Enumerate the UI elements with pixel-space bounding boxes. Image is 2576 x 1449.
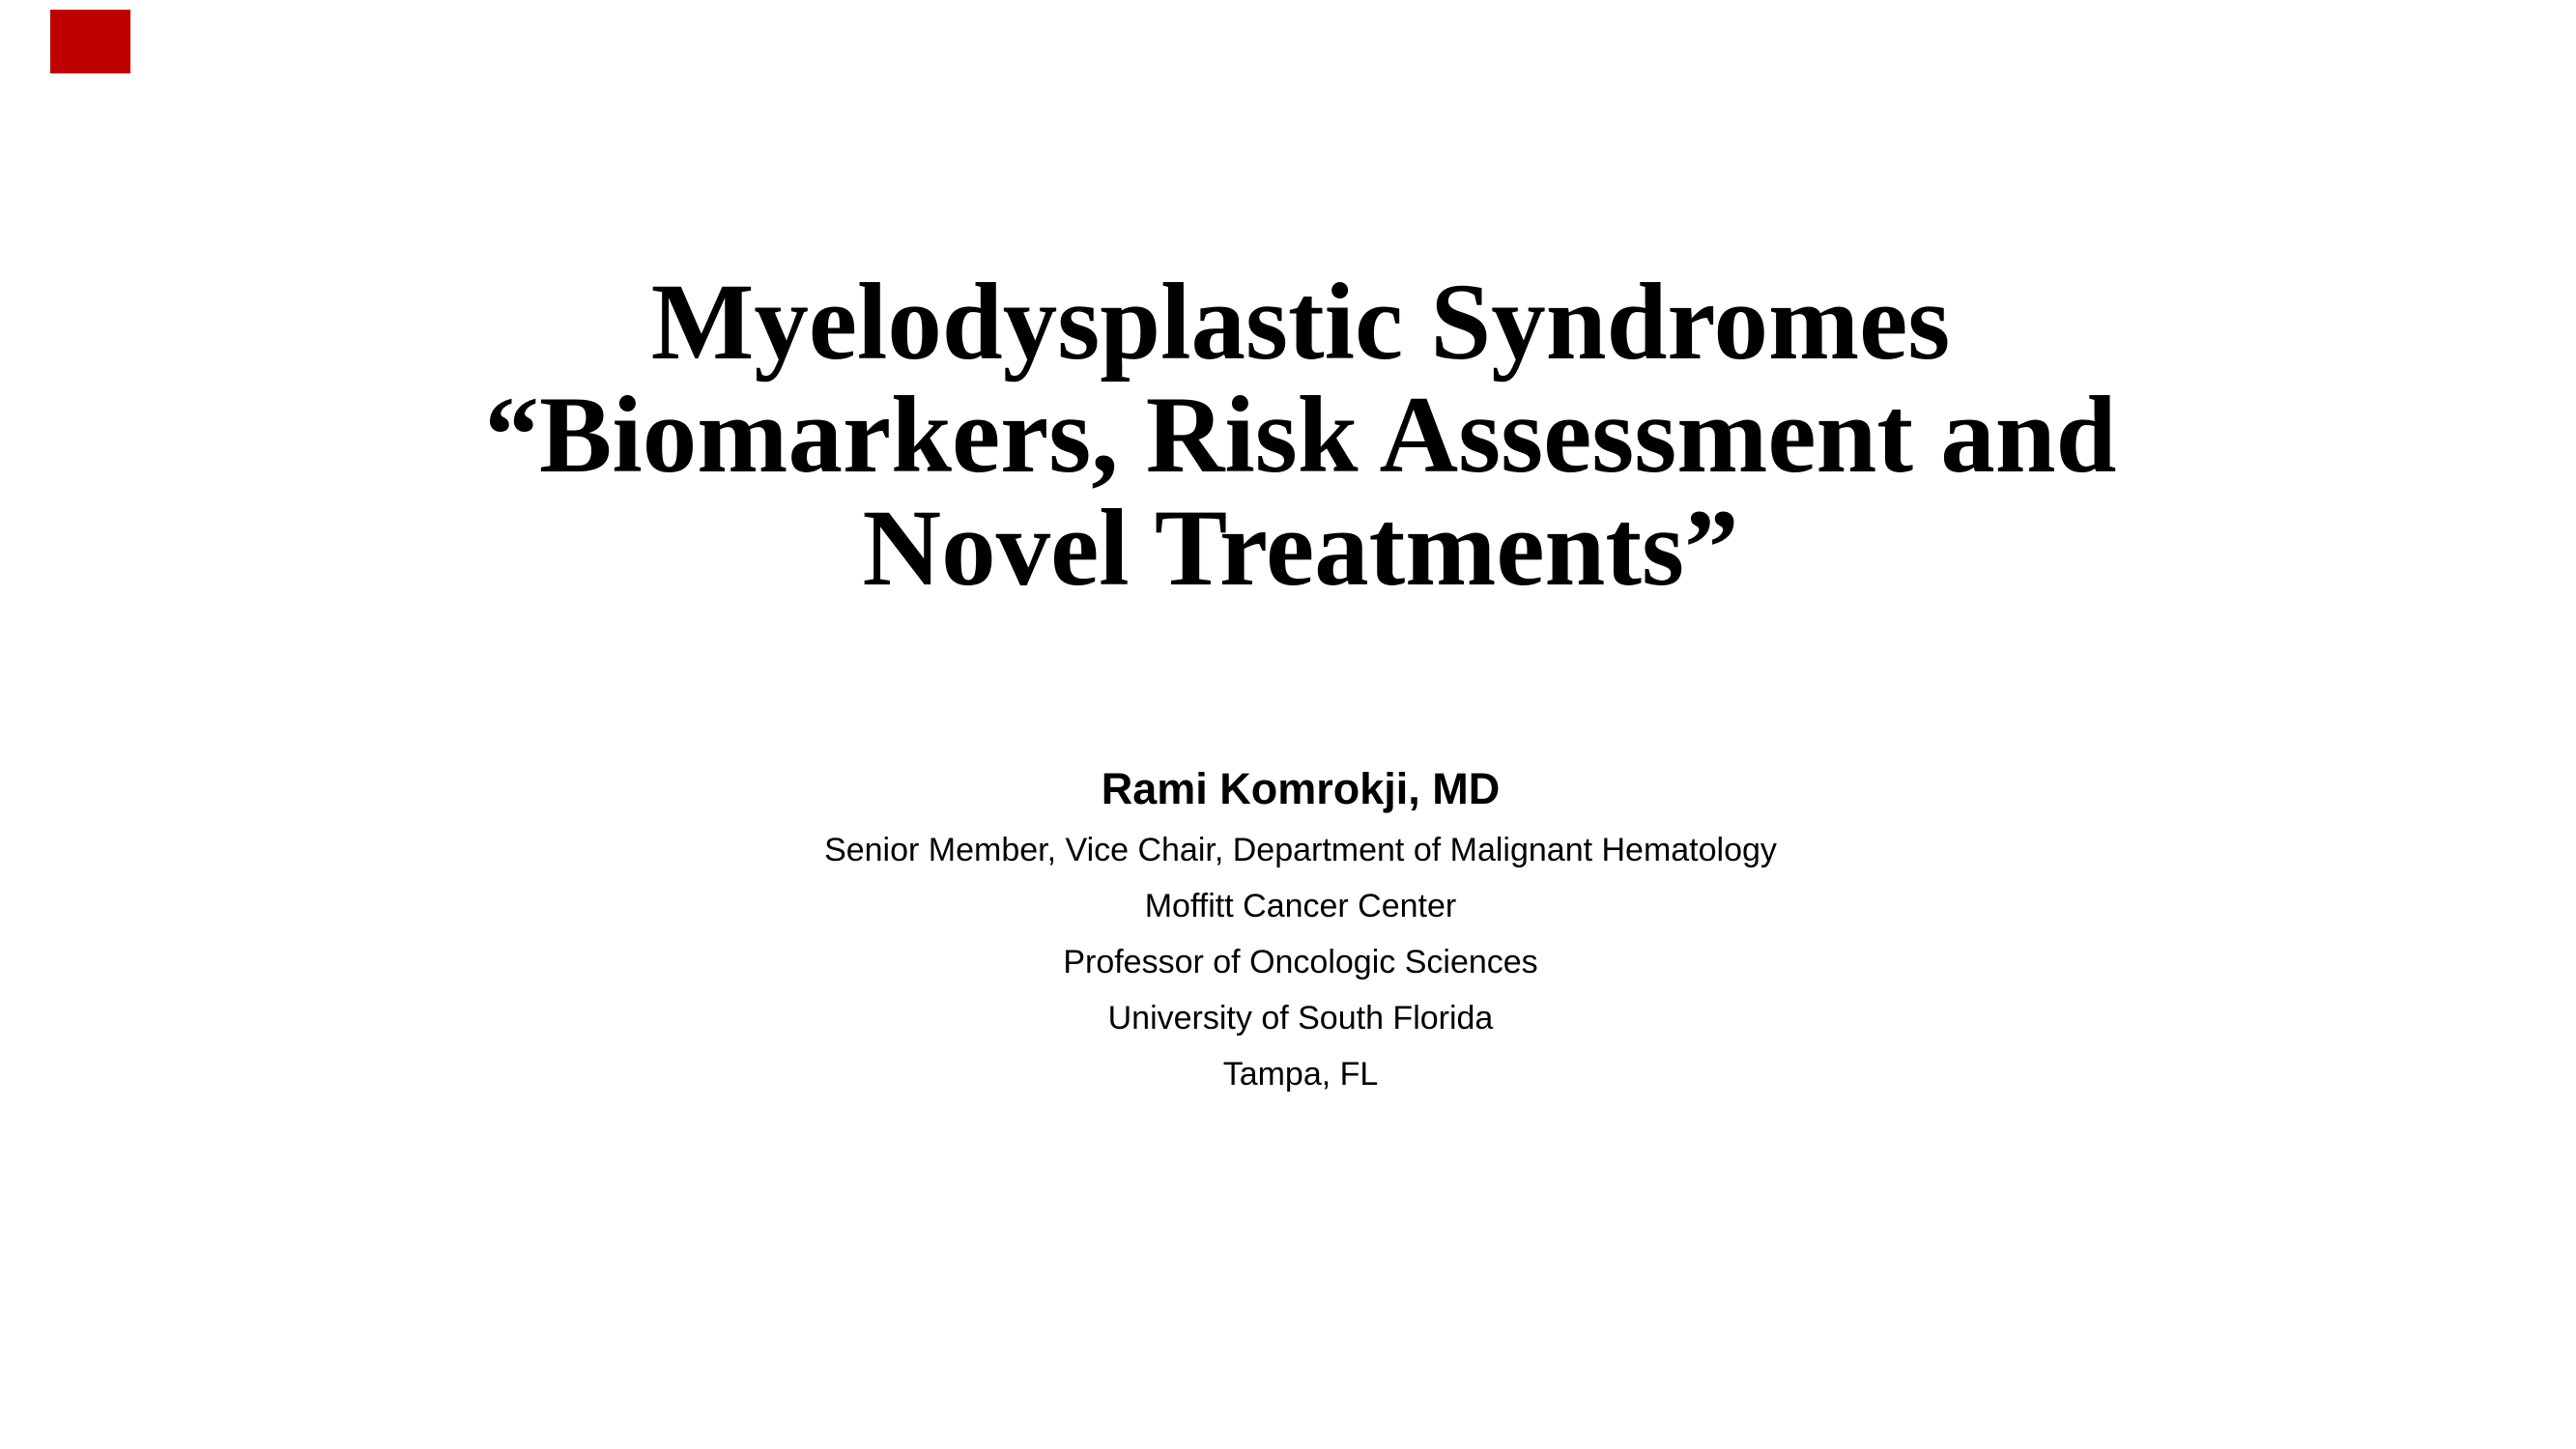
title-line-1: Myelodysplastic Syndromes bbox=[650, 262, 1951, 383]
presenter-affiliation-institution: Moffitt Cancer Center bbox=[1144, 888, 1457, 924]
presenter-affiliation-professorship: Professor of Oncologic Sciences bbox=[1063, 944, 1538, 980]
presenter-block bbox=[13, 763, 2576, 1110]
title-line-2: “Biomarkers, Risk Assessment and bbox=[484, 375, 2117, 496]
red-accent-shape bbox=[50, 10, 130, 73]
slide-title bbox=[13, 262, 2576, 609]
presenter-affiliation-role: Senior Member, Vice Chair, Department of Malignant Hematology bbox=[824, 832, 1777, 868]
presenter-affiliation-location: Tampa, FL bbox=[1222, 1056, 1379, 1093]
title-line-3: Novel Treatments” bbox=[862, 488, 1739, 609]
presenter-affiliation-university: University of South Florida bbox=[1107, 1000, 1494, 1037]
presenter-name: Rami Komrokji, MD bbox=[1101, 764, 1501, 813]
